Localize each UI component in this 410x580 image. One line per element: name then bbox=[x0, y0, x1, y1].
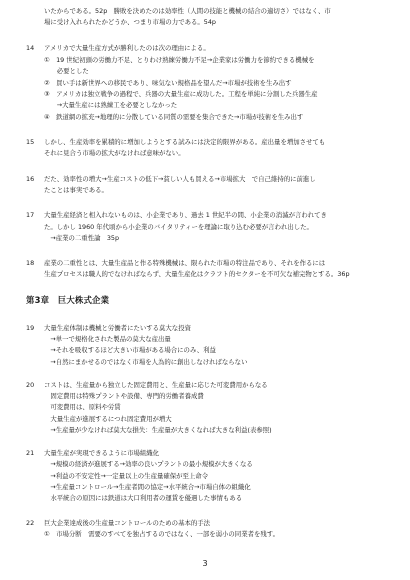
text-line: 可変費用は、原料や労賃 bbox=[44, 403, 121, 411]
text-line: 水平統合の原因には鉄道は大口利用者の運賃を優遇した事情もある bbox=[44, 494, 243, 502]
text-line: 場に受け入れられたかどうか、つまり市場の力である。54p bbox=[44, 18, 216, 26]
text-line: 産業の二重性とは、大量生産品と作る特殊機械は、限られた市場の特注品であり、それを作るには bbox=[44, 259, 326, 267]
item-number: 16 bbox=[26, 175, 35, 183]
item-number: 15 bbox=[26, 138, 35, 146]
text-line: 生産プロセスは職人的でなければならず、大量生産化はクラフト的セクターを不可欠な補完物とする。36p bbox=[44, 270, 350, 278]
text-line: それに見合う市場の拡大がなければ意味がない。 bbox=[44, 149, 185, 157]
page-number: 3 bbox=[202, 559, 208, 568]
text-line: ④ 鉄道網の拡充→地理的に分散している同質の需要を集合できた→市場が技術を生み出す bbox=[44, 113, 304, 121]
item-title: 巨大企業達成後の生産量コントロールのための基本的手法 bbox=[44, 519, 211, 527]
text-line: いたからである。52p 勝敗を決めたのは効率性（人間の技能と機械の結合の適切さ）ではなく、市 bbox=[44, 7, 331, 15]
text-line: しかし、生産効率を累積的に増加しようとする試みには決定的限界がある。産出量を増加させても bbox=[44, 138, 326, 146]
text-line: ① 市場分断 需要のすべてを独占するのではなく、一部を弱小の同業者を残す。 bbox=[44, 530, 280, 538]
text-line: 必要とした bbox=[44, 67, 89, 75]
text-line: →規模の経済が進展する→効率の良いプラントの最小規模が大きくなる bbox=[44, 460, 253, 468]
item-number: 14 bbox=[26, 44, 35, 52]
item-number: 21 bbox=[26, 449, 35, 457]
text-line: 大量生産が実現できるように市場組織化 bbox=[44, 449, 160, 457]
text-line: →利益の不安定性→一定量以上の生産量確保が至上命令 bbox=[44, 472, 209, 480]
chapter-heading: 第3章 巨大株式企業 bbox=[26, 295, 110, 305]
text-line: →産業の二重性論 35p bbox=[44, 234, 120, 242]
text-line: →生産量コントロール→生産者間の協定→水平統合→市場自体の組織化 bbox=[44, 483, 251, 491]
item-title: アメリカで大量生産方式が勝利したのは次の理由による。 bbox=[44, 44, 210, 52]
text-line: た。しかし 1960 年代頃から小企業のバイタリティーを理論に取り込む必要が言われ出した。 bbox=[44, 223, 313, 231]
item-number: 19 bbox=[26, 324, 35, 332]
text-line: →大量生産には熟練工を必要としなかった bbox=[44, 101, 178, 109]
text-line: →それを吸収するほど大きい市場がある場合にのみ、利益 bbox=[44, 346, 216, 354]
text-line: →自然にまかせるのではなく市場を人為的に創出しなければならない bbox=[44, 358, 248, 366]
item-number: 20 bbox=[26, 381, 35, 389]
item-number: 18 bbox=[26, 259, 35, 267]
item-number: 17 bbox=[26, 211, 35, 219]
text-line: 固定費用は特殊プラントや設備、専門的労働者養成費 bbox=[44, 392, 204, 400]
text-line: 大量生産経済と相入れないものは、小企業であり、過去 1 世紀半の間、小企業の消滅が言われてき bbox=[44, 211, 327, 219]
text-line: 大量生産が進展するにつれ固定費用が増大 bbox=[44, 415, 172, 423]
text-line: 大量生産体制は機械と労働者にたいする莫大な投資 bbox=[44, 324, 191, 332]
text-line: ② 買い手は新世界への移民であり、味気ない規格品を望んだ→市場が技術を生み出す bbox=[44, 79, 292, 87]
text-line: ③ アメリカは独立戦争の過程で、兵器の大量生産に成功した。工程を単純に分割した兵器生産 bbox=[44, 90, 318, 98]
text-line: たことは事実である。 bbox=[44, 186, 108, 194]
text-line: ① 19 世紀初頭の労働力不足、とりわけ熟練労働力不足→企業家は労働力を節約できる機械を bbox=[44, 56, 315, 64]
text-line: →生産量が少なければ莫大な損失：生産量が大きくなれば大きな利益(表参照) bbox=[44, 426, 272, 434]
text-line: →単一で規格化された製品の莫大な産出量 bbox=[44, 335, 171, 343]
item-number: 22 bbox=[26, 519, 35, 527]
text-line: コストは、生産量から独立した固定費用と、生産量に応じた可変費用からなる bbox=[44, 381, 268, 389]
text-line: だた、効率性の増大→生産コストの低下→貧しい人も買える→市場拡大 で自己維持的に前進し bbox=[44, 175, 316, 183]
